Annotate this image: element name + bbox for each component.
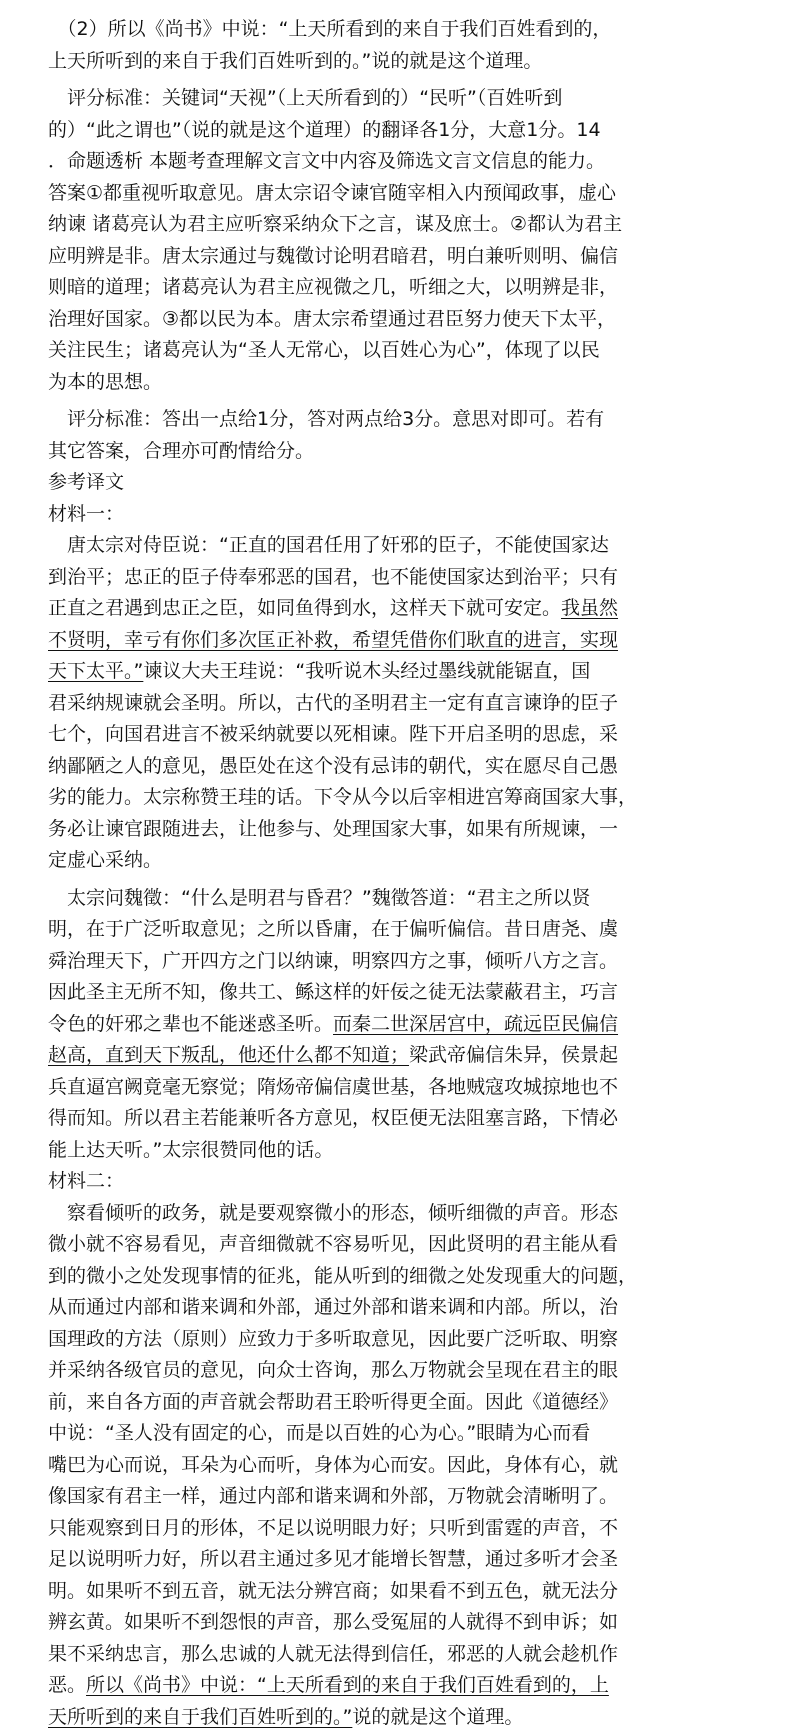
answer-2-block <box>48 14 678 77</box>
text-line <box>48 625 678 657</box>
text-line: ．命题透析 本题考查理解文言文中内容及筛选文言文信息的能力。 <box>48 146 678 178</box>
text-line: 足以说明听力好，所以君主通过多见才能增长智慧，通过多听才会圣 <box>48 1544 678 1576</box>
text-line: 唐太宗对侍臣说：“正直的国君任用了奸邪的臣子，不能使国家达 <box>48 530 678 562</box>
text-line: 则暗的道理；诸葛亮认为君主应视微之几，听细之大，以明辨是非， <box>48 272 678 304</box>
underlined-text: 天下太平。” <box>48 660 143 682</box>
underlined-text: 我虽然 <box>561 597 618 619</box>
text-line: 得而知。所以君主若能兼听各方意见，权臣便无法阻塞言路，下情必 <box>48 1103 678 1135</box>
text-line <box>48 1009 678 1041</box>
text-line: 七个，向国君进言不被采纳就要以死相谏。陛下开启圣明的思虑，采 <box>48 719 678 751</box>
material-heading: 材料二： <box>48 1166 678 1198</box>
underlined-text: 不贤明，幸亏有你们多次匡正补救，希望凭借你们耿直的进言，实现 <box>48 629 618 651</box>
scoring-standard-2 <box>48 404 678 530</box>
text-line <box>48 1040 678 1072</box>
text-line: 定虚心采纳。 <box>48 845 678 877</box>
text-line: 太宗问魏徵：“什么是明君与昏君？”魏徵答道：“君主之所以贤 <box>48 883 678 915</box>
text-line: 明，在于广泛听取意见；之所以昏庸，在于偏听偏信。昔日唐尧、虞 <box>48 914 678 946</box>
underlined-text: 天所听到的来自于我们百姓听到的。” <box>48 1706 352 1728</box>
text-line: 微小就不容易看见，声音细微就不容易听见，因此贤明的君主能从看 <box>48 1229 678 1261</box>
text-line <box>48 656 678 688</box>
text-line: 察看倾听的政务，就是要观察微小的形态，倾听细微的声音。形态 <box>48 1198 678 1230</box>
text-line: 因此圣主无所不知，像共工、鲧这样的奸佞之徒无法蒙蔽君主，巧言 <box>48 977 678 1009</box>
scoring-standard-1 <box>48 83 678 178</box>
text-line: 到的微小之处发现事情的征兆，能从听到的细微之处发现重大的问题， <box>48 1261 678 1293</box>
text-line: 国理政的方法（原则）应致力于多听取意见，因此要广泛听取、明察 <box>48 1324 678 1356</box>
material-heading: 材料一： <box>48 499 678 531</box>
text-line: 其它答案，合理亦可酌情给分。 <box>48 436 678 468</box>
text-line: 中说：“圣人没有固定的心，而是以百姓的心为心。”眼睛为心而看 <box>48 1418 678 1450</box>
text-line: 嘴巴为心而说，耳朵为心而听，身体为心而安。因此，身体有心，就 <box>48 1450 678 1482</box>
text-line: 评分标准：关键词“天视”（上天所看到的）“民听”（百姓听到 <box>48 83 678 115</box>
text-run: 说的就是这个道理。 <box>352 1706 523 1728</box>
text-line: 为本的思想。 <box>48 367 678 399</box>
text-line: 评分标准：答出一点给1分，答对两点给3分。意思对即可。若有 <box>48 404 678 436</box>
answer-14-block <box>48 178 678 399</box>
text-line: 上天所听到的来自于我们百姓听到的。”说的就是这个道理。 <box>48 46 678 78</box>
text-line: 治理好国家。③都以民为本。唐太宗希望通过君臣努力使天下太平， <box>48 304 678 336</box>
text-run: 梁武帝偏信朱异，侯景起 <box>409 1044 618 1066</box>
text-line: 纳谏 诸葛亮认为君主应听察采纳众下之言，谋及庶士。②都认为君主 <box>48 209 678 241</box>
text-line: 纳鄙陋之人的意见，愚臣处在这个没有忌讳的朝代，实在愿尽自己愚 <box>48 751 678 783</box>
text-line: 只能观察到日月的形体，不足以说明眼力好；只听到雷霆的声音，不 <box>48 1513 678 1545</box>
text-line: 答案①都重视听取意见。唐太宗诏令谏官随宰相入内预闻政事，虚心 <box>48 178 678 210</box>
text-line: 到治平；忠正的臣子侍奉邪恶的国君，也不能使国家达到治平；只有 <box>48 562 678 594</box>
text-line: 明。如果听不到五音，就无法分辨宫商；如果看不到五色，就无法分 <box>48 1576 678 1608</box>
text-line: （2）所以《尚书》中说：“上天所看到的来自于我们百姓看到的， <box>48 14 678 46</box>
text-line: 务必让谏官跟随进去，让他参与、处理国家大事，如果有所规谏，一 <box>48 814 678 846</box>
material-2-para <box>48 1198 678 1733</box>
material-1-para-2 <box>48 883 678 1198</box>
text-run: 正直之君遇到忠正之臣，如同鱼得到水，这样天下就可安定。 <box>48 597 561 619</box>
underlined-text: 所以《尚书》中说：“上天所看到的来自于我们百姓看到的，上 <box>86 1674 609 1696</box>
text-line: 君采纳规谏就会圣明。所以，古代的圣明君主一定有直言谏诤的臣子 <box>48 688 678 720</box>
text-line: 能上达天听。”太宗很赞同他的话。 <box>48 1135 678 1167</box>
text-run: 令色的奸邪之辈也不能迷惑圣听。 <box>48 1013 333 1035</box>
text-line: 并采纳各级官员的意见，向众士咨询，那么万物就会呈现在君主的眼 <box>48 1355 678 1387</box>
document-page <box>48 14 678 1733</box>
text-line <box>48 1702 678 1733</box>
text-line: 应明辨是非。唐太宗通过与魏徵讨论明君暗君，明白兼听则明、偏信 <box>48 241 678 273</box>
text-line <box>48 593 678 625</box>
text-line: 从而通过内部和谐来调和外部，通过外部和谐来调和内部。所以，治 <box>48 1292 678 1324</box>
text-run: 谏议大夫王珪说：“我听说木头经过墨线就能锯直，国 <box>143 660 590 682</box>
underlined-text: 赵高，直到天下叛乱，他还什么都不知道； <box>48 1044 409 1066</box>
text-line: 劣的能力。太宗称赞王珪的话。下令从今以后宰相进宫筹商国家大事， <box>48 782 678 814</box>
text-line: 舜治理天下，广开四方之门以纳谏，明察四方之事，倾听八方之言。 <box>48 946 678 978</box>
text-line: 的）“此之谓也”（说的就是这个道理）的翻译各1分，大意1分。14 <box>48 115 678 147</box>
section-heading: 参考译文 <box>48 467 678 499</box>
text-line: 前，来自各方面的声音就会帮助君王聆听得更全面。因此《道德经》 <box>48 1387 678 1419</box>
text-line: 辨玄黄。如果听不到怨恨的声音，那么受冤屈的人就得不到申诉；如 <box>48 1607 678 1639</box>
text-line: 关注民生；诸葛亮认为“圣人无常心，以百姓心为心”，体现了以民 <box>48 335 678 367</box>
text-line: 兵直逼宫阙竟毫无察觉；隋炀帝偏信虞世基，各地贼寇攻城掠地也不 <box>48 1072 678 1104</box>
material-1-para-1 <box>48 530 678 877</box>
text-run: 恶。 <box>48 1674 86 1696</box>
underlined-text: 而秦二世深居宫中，疏远臣民偏信 <box>333 1013 618 1035</box>
text-line: 果不采纳忠言，那么忠诚的人就无法得到信任，邪恶的人就会趁机作 <box>48 1639 678 1671</box>
text-line <box>48 1670 678 1702</box>
text-line: 像国家有君主一样，通过内部和谐来调和外部，万物就会清晰明了。 <box>48 1481 678 1513</box>
